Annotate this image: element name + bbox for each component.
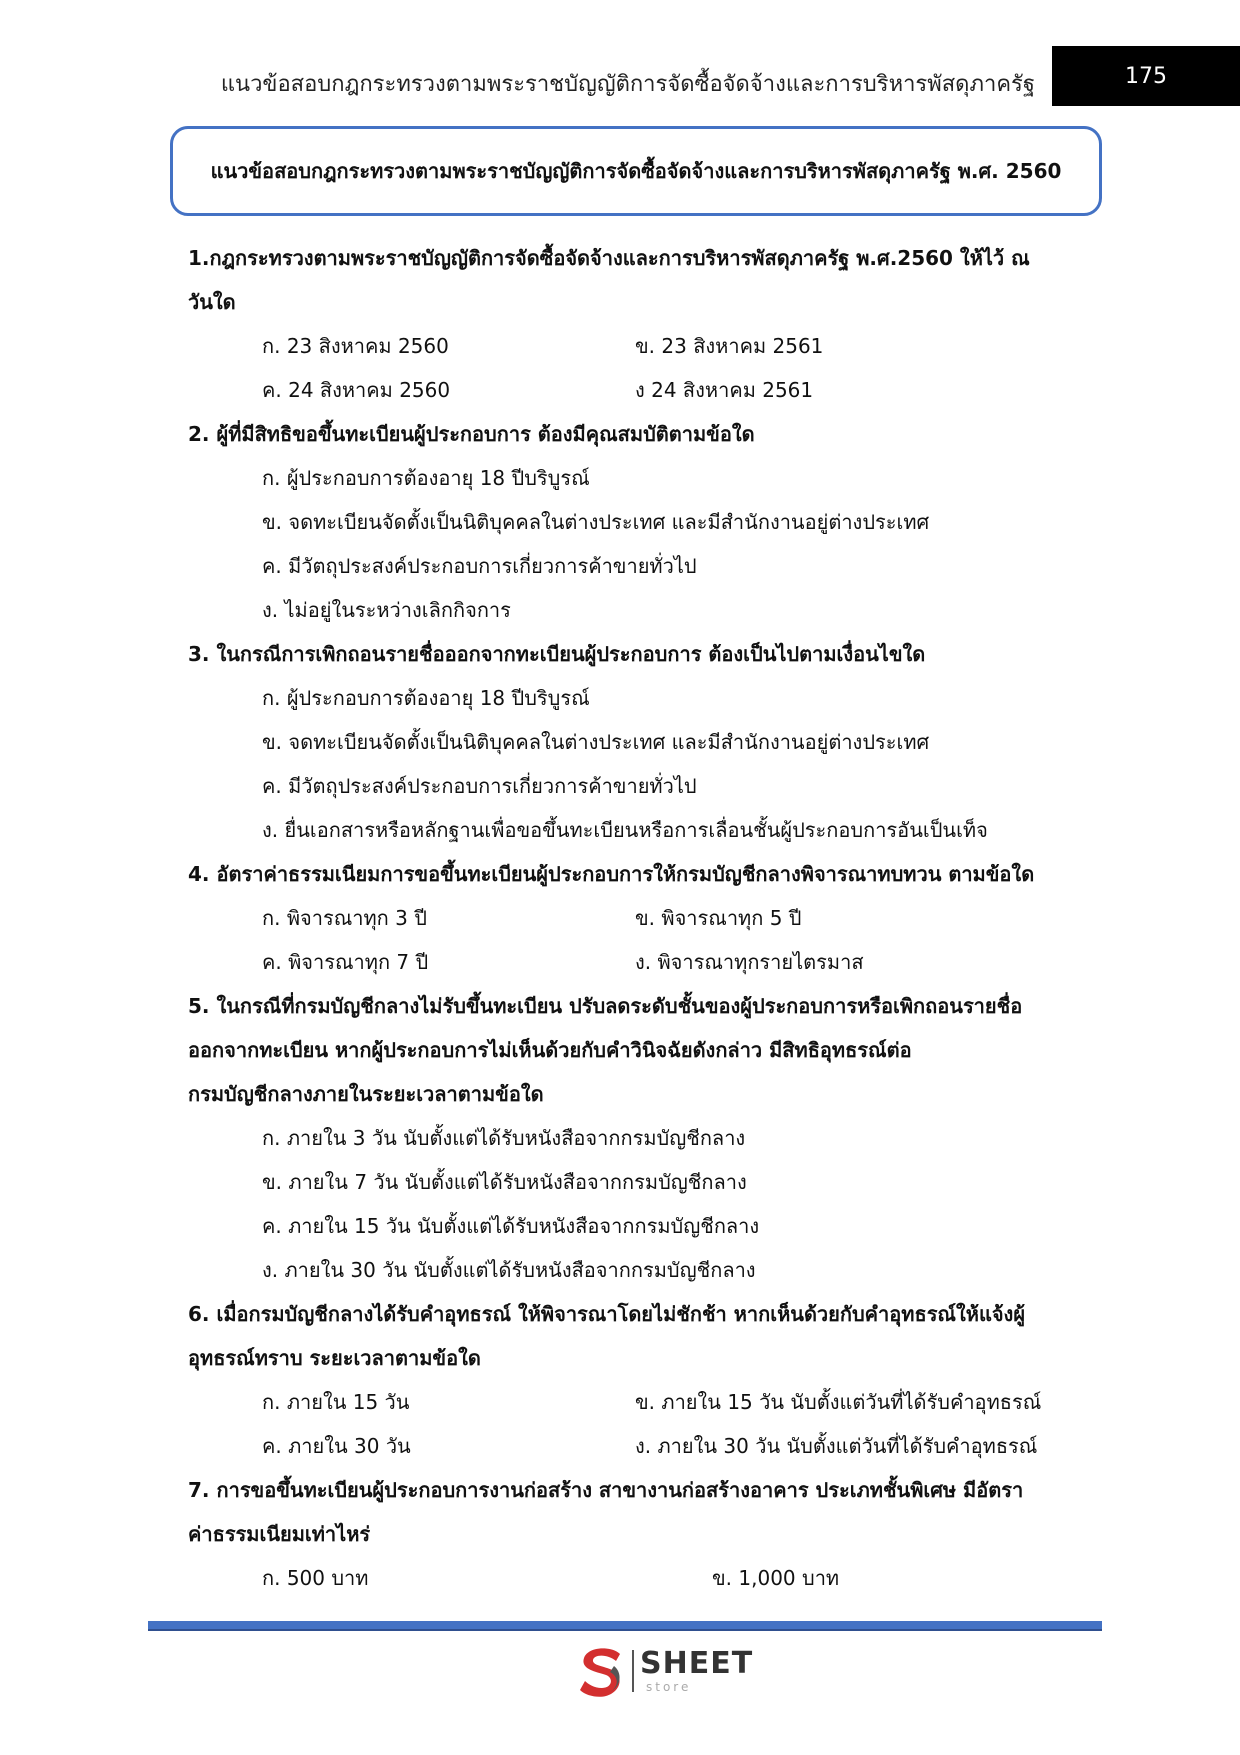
option-d: ง. ยื่นเอกสารหรือหลักฐานเพื่อขอขึ้นทะเบียนหรือการเลื่อนชั้นผู้ประกอบการอันเป็นเท็จ xyxy=(262,818,988,842)
footer-divider xyxy=(148,1621,1102,1631)
question-list xyxy=(188,236,1088,1600)
option-c: ค. ภายใน 30 วัน xyxy=(262,1434,411,1458)
option-c: ค. มีวัตถุประสงค์ประกอบการเกี่ยวการค้าขายทั่วไป xyxy=(262,774,697,798)
page-number: 175 xyxy=(1052,46,1240,106)
question-text: 7. การขอขึ้นทะเบียนผู้ประกอบการงานก่อสร้าง สาขางานก่อสร้างอาคาร ประเภทชั้นพิเศษ มีอัตรา xyxy=(188,1478,1024,1502)
option-b: ข. 1,000 บาท xyxy=(712,1566,840,1590)
option-c: ค. มีวัตถุประสงค์ประกอบการเกี่ยวการค้าขายทั่วไป xyxy=(262,554,697,578)
option-b: ข. จดทะเบียนจัดตั้งเป็นนิติบุคคลในต่างประเทศ และมีสำนักงานอยู่ต่างประเทศ xyxy=(262,730,930,754)
question-text: 5. ในกรณีที่กรมบัญชีกลางไม่รับขึ้นทะเบียน ปรับลดระดับชั้นของผู้ประกอบการหรือเพิกถอนรายชื่อ xyxy=(188,994,1023,1018)
option-a: ก. ภายใน 15 วัน xyxy=(262,1390,410,1414)
option-b: ข. พิจารณาทุก 5 ปี xyxy=(635,906,802,930)
sheet-store-logo xyxy=(576,1642,776,1702)
option-d: ง. พิจารณาทุกรายไตรมาส xyxy=(635,950,864,974)
option-c: ค. 24 สิงหาคม 2560 xyxy=(262,378,451,402)
question-2 xyxy=(188,412,1088,632)
option-a: ก. 23 สิงหาคม 2560 xyxy=(262,334,449,358)
question-4 xyxy=(188,852,1088,984)
logo-divider xyxy=(632,1650,634,1692)
option-c: ค. ภายใน 15 วัน นับตั้งแต่ได้รับหนังสือจากกรมบัญชีกลาง xyxy=(262,1214,760,1238)
option-b: ข. จดทะเบียนจัดตั้งเป็นนิติบุคคลในต่างประเทศ และมีสำนักงานอยู่ต่างประเทศ xyxy=(262,510,930,534)
option-a: ก. 500 บาท xyxy=(262,1566,369,1590)
option-d: ง 24 สิงหาคม 2561 xyxy=(635,378,814,402)
question-text: วันใด xyxy=(188,290,236,314)
option-c: ค. พิจารณาทุก 7 ปี xyxy=(262,950,429,974)
question-7 xyxy=(188,1468,1088,1600)
question-text: 2. ผู้ที่มีสิทธิขอขึ้นทะเบียนผู้ประกอบการ ต้องมีคุณสมบัติตามข้อใด xyxy=(188,422,755,446)
question-text: 4. อัตราค่าธรรมเนียมการขอขึ้นทะเบียนผู้ประกอบการให้กรมบัญชีกลางพิจารณาทบทวน ตามข้อใด xyxy=(188,862,1035,886)
question-5 xyxy=(188,984,1088,1292)
option-a: ก. ผู้ประกอบการต้องอายุ 18 ปีบริบูรณ์ xyxy=(262,466,590,490)
question-text: อุทธรณ์ทราบ ระยะเวลาตามข้อใด xyxy=(188,1346,481,1370)
option-d: ง. ภายใน 30 วัน นับตั้งแต่วันที่ได้รับคำอุทธรณ์ xyxy=(635,1434,1038,1458)
option-d: ง. ไม่อยู่ในระหว่างเลิกกิจการ xyxy=(262,598,511,622)
logo-subtext: store xyxy=(646,1680,692,1694)
option-b: ข. ภายใน 7 วัน นับตั้งแต่ได้รับหนังสือจากกรมบัญชีกลาง xyxy=(262,1170,747,1194)
question-1 xyxy=(188,236,1088,412)
question-text: ออกจากทะเบียน หากผู้ประกอบการไม่เห็นด้วยกับคำวินิจฉัยดังกล่าว มีสิทธิอุทธรณ์ต่อ xyxy=(188,1038,912,1062)
question-text: 1.กฎกระทรวงตามพระราชบัญญัติการจัดซื้อจัดจ้างและการบริหารพัสดุภาครัฐ พ.ศ.2560 ให้ไว้ ณ xyxy=(188,246,1030,270)
option-b: ข. ภายใน 15 วัน นับตั้งแต่วันที่ได้รับคำอุทธรณ์ xyxy=(635,1390,1042,1414)
question-3 xyxy=(188,632,1088,852)
option-b: ข. 23 สิงหาคม 2561 xyxy=(635,334,824,358)
option-d: ง. ภายใน 30 วัน นับตั้งแต่ได้รับหนังสือจากกรมบัญชีกลาง xyxy=(262,1258,756,1282)
section-title-box: แนวข้อสอบกฎกระทรวงตามพระราชบัญญัติการจัดซื้อจัดจ้างและการบริหารพัสดุภาครัฐ พ.ศ. 2560 xyxy=(170,126,1102,216)
question-text: กรมบัญชีกลางภายในระยะเวลาตามข้อใด xyxy=(188,1082,544,1106)
option-a: ก. ผู้ประกอบการต้องอายุ 18 ปีบริบูรณ์ xyxy=(262,686,590,710)
question-6 xyxy=(188,1292,1088,1468)
question-text: ค่าธรรมเนียมเท่าไหร่ xyxy=(188,1522,371,1546)
header-title: แนวข้อสอบกฎกระทรวงตามพระราชบัญญัติการจัดซื้อจัดจ้างและการบริหารพัสดุภาครัฐ xyxy=(220,72,1035,97)
logo-text: SHEET xyxy=(640,1646,754,1681)
option-a: ก. พิจารณาทุก 3 ปี xyxy=(262,906,427,930)
question-text: 3. ในกรณีการเพิกถอนรายชื่อออกจากทะเบียนผู้ประกอบการ ต้องเป็นไปตามเงื่อนไขใด xyxy=(188,642,926,666)
question-text: 6. เมื่อกรมบัญชีกลางได้รับคำอุทธรณ์ ให้พิจารณาโดยไม่ชักช้า หากเห็นด้วยกับคำอุทธรณ์ให้แจ้งผู้ xyxy=(188,1302,1026,1326)
logo-s-icon xyxy=(576,1644,630,1700)
option-a: ก. ภายใน 3 วัน นับตั้งแต่ได้รับหนังสือจากกรมบัญชีกลาง xyxy=(262,1126,746,1150)
